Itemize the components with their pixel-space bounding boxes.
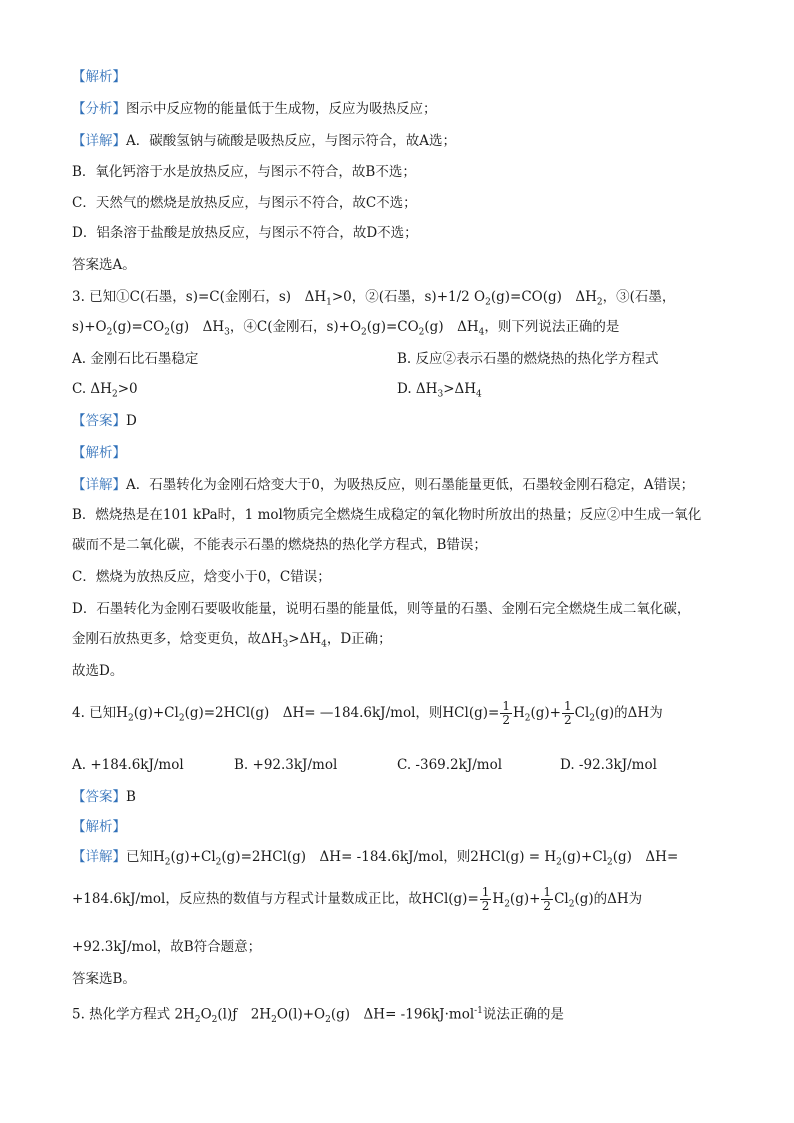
- q4-option-c: C. -369.2kJ/mol: [397, 757, 503, 773]
- q3-stem-line1: 3. 已知①C(石墨，s)=C(金刚石，s) $\Delta H_1>0$，②(石墨，s)+1/2 $O_2(g)=CO(g)$ $\Delta H_2$，③(石墨，: [72, 289, 676, 308]
- q3-detail-b1: B．燃烧热是在101 kPa时，1 mol物质完全燃烧生成稳定的氧化物时所放出的热量；反应②中生成一氧化: [72, 507, 702, 523]
- q4-final: 答案选B。: [72, 971, 136, 987]
- q3-detail-d1: D．石墨转化为金刚石要吸收能量，说明石墨的能量低，则等量的石墨、金刚石完全燃烧生成二氧化碳，: [72, 601, 691, 617]
- q3-final: 故选D。: [72, 663, 124, 679]
- q4-detail-line2: +184.6kJ/mol，反应热的数值与方程式计量数成正比，故HCl(g)= $\frac{1}{2}$ $H_2(g)+$ $\frac{1}{2}$ $Cl_2(g)$的ΔH为: [72, 885, 643, 913]
- q2-detail-a: 【详解】A．碳酸氢钠与硫酸是吸热反应，与图示符合，故A选；: [72, 133, 456, 149]
- q2-detail-d: D．铝条溶于盐酸是放热反应，与图示不符合，故D不选；: [72, 225, 418, 241]
- q3-option-c: C. $\Delta H_2>0$: [72, 381, 138, 400]
- q4-stem: 4. 已知$H_2(g)+Cl_2(g)=2HCl(g)$ ΔH= —184.6kJ/mol，则HCl(g)= $\frac{1}{2}$ $H_2(g)+$ $\frac{1}{2}$ $Cl_2(g)$的ΔH为: [72, 699, 663, 727]
- fraction-half: $\frac{1}{2}$: [502, 699, 510, 727]
- q2-detail-b: B．氧化钙溶于水是放热反应，与图示不符合，故B不选；: [72, 164, 416, 180]
- fraction-half: $\frac{1}{2}$: [481, 885, 490, 913]
- q4-detail-line1: 【详解】已知$H_2(g)+Cl_2(g)=2HCl(g)$ ΔH= -184.6kJ/mol，则$2HCl(g) = H_2(g)+Cl_2(g)$ ΔH=: [72, 849, 679, 868]
- q4-analysis-heading: 【解析】: [72, 819, 126, 835]
- q3-analysis-heading: 【解析】: [72, 445, 126, 461]
- q4-option-b: B. +92.3kJ/mol: [234, 757, 338, 773]
- q2-answer: 答案选A。: [72, 257, 136, 273]
- q3-option-b: B. 反应②表示石墨的燃烧热的热化学方程式: [397, 351, 659, 367]
- q3-detail-c: C．燃烧为放热反应，焓变小于0，C错误；: [72, 569, 331, 585]
- q5-stem: 5. 热化学方程式 $2H_2O_2(l)ƒ$ $2H_2O(l)+O_2(g)$ ΔH= -196kJ·mol$^{-1}$说法正确的是: [72, 1006, 564, 1026]
- analysis-paragraph: 【分析】图示中反应物的能量低于生成物，反应为吸热反应；: [72, 101, 437, 117]
- fraction-half: $\frac{1}{2}$: [543, 885, 552, 913]
- q3-detail-b2: 碳而不是二氧化碳，不能表示石墨的燃烧热的热化学方程式，B错误；: [72, 537, 487, 553]
- q3-stem-line2: $s)+O_2(g)=CO_2(g)$ $\Delta H_3$，④C(金刚石，$s)+O_2(g)=CO_2(g)$ $\Delta H_4$，则下列说法正确的是: [72, 319, 620, 338]
- fraction-half: $\frac{1}{2}$: [563, 699, 572, 727]
- q3-detail-d2: 金刚石放热更多，焓变更负，故$\Delta H_3>\Delta H_4$，D正确；: [72, 631, 392, 650]
- q3-answer: 【答案】D: [72, 413, 137, 429]
- q4-answer: 【答案】B: [72, 789, 136, 805]
- q4-option-d: D. -92.3kJ/mol: [560, 757, 657, 773]
- q4-detail-line3: +92.3kJ/mol，故B符合题意；: [72, 939, 262, 955]
- q3-option-d: D. $\Delta H_3>\Delta H_4$: [397, 381, 482, 400]
- q4-option-a: A. +184.6kJ/mol: [72, 757, 184, 773]
- q3-detail-a: 【详解】A．石墨转化为金刚石焓变大于0，为吸热反应，则石墨能量更低，石墨较金刚石稳定，A错误；: [72, 477, 695, 493]
- q2-detail-c: C．天然气的燃烧是放热反应，与图示不符合，故C不选；: [72, 195, 417, 211]
- analysis-heading: 【解析】: [72, 69, 126, 85]
- q3-option-a: A. 金刚石比石墨稳定: [72, 351, 199, 367]
